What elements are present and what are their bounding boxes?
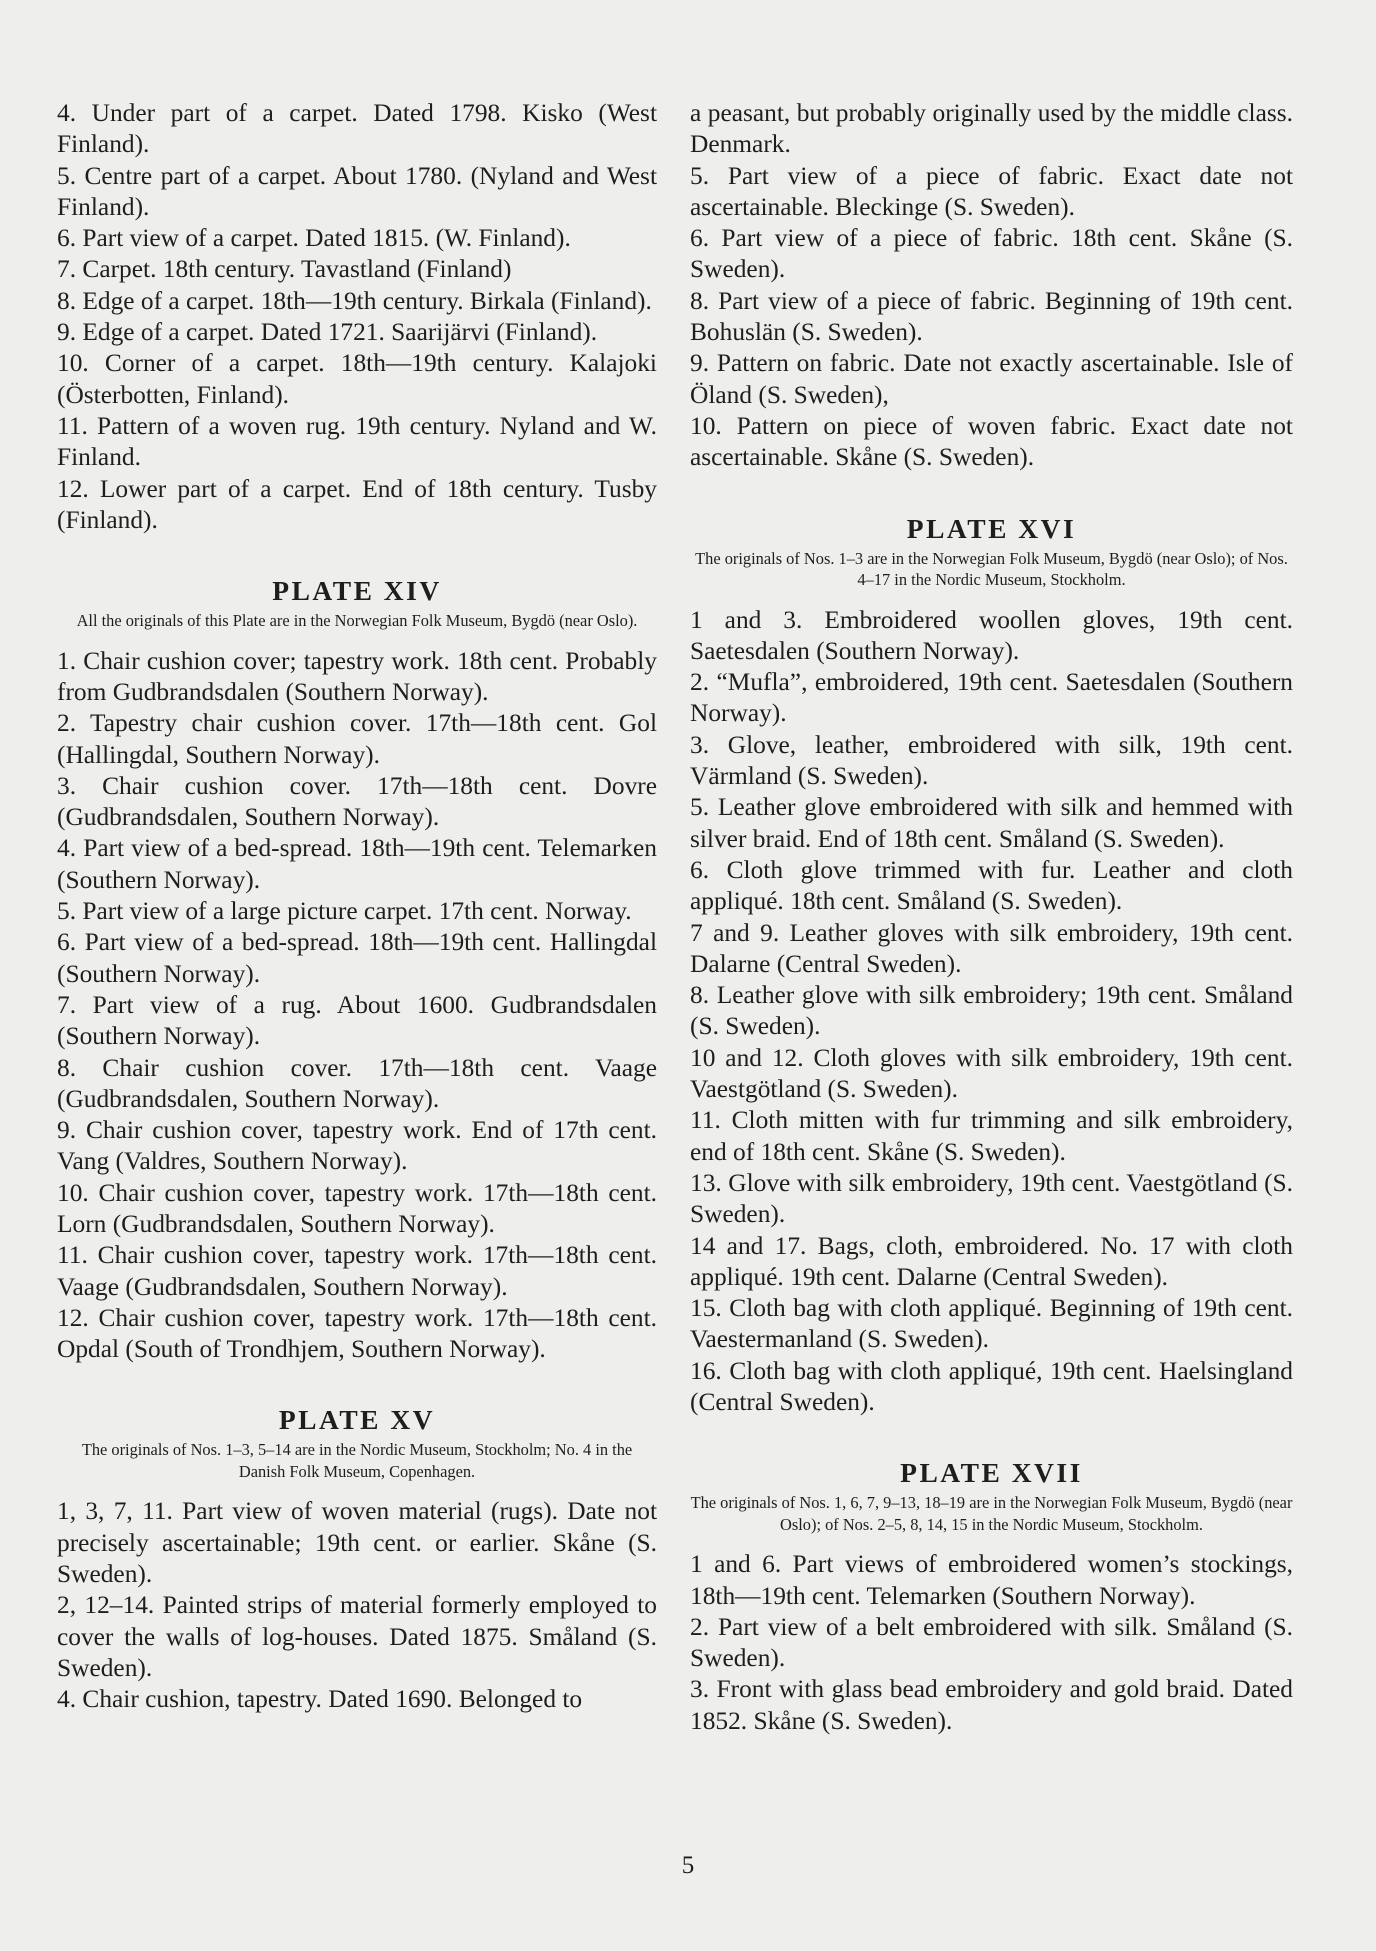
entry: 10 and 12. Cloth gloves with silk embroidery, 19th cent. Vaestgötland (S. Sweden).	[690, 1043, 1293, 1104]
plate-xvii-section	[690, 1456, 1293, 1737]
plate-entries	[690, 1549, 1293, 1737]
entry: 11. Cloth mitten with fur trimming and silk embroidery, end of 18th cent. Skåne (S. Sweden).	[690, 1106, 1293, 1166]
entry: 12. Lower part of a carpet. End of 18th century. Tusby (Finland).	[57, 474, 657, 534]
entry: 6. Part view of a bed-spread. 18th—19th cent. Hallingdal (Southern Norway).	[57, 928, 657, 988]
entry: 8. Leather glove with silk embroidery; 19th cent. Småland (S. Sweden).	[690, 981, 1293, 1041]
entry: 5. Centre part of a carpet. About 1780. (Nyland and West Finland).	[57, 161, 657, 221]
entry: 7. Carpet. 18th century. Tavastland (Finland)	[57, 255, 512, 284]
entry: 5. Leather glove embroidered with silk and hemmed with silver braid. End of 18th cent. Småland (S. Sweden).	[690, 793, 1293, 853]
entry: 9. Chair cushion cover, tapestry work. End of 17th cent. Vang (Valdres, Southern Norway).	[57, 1116, 657, 1176]
entries-top-right	[690, 98, 1293, 474]
entry: 7. Part view of a rug. About 1600. Gudbrandsdalen (Southern Norway).	[57, 990, 657, 1051]
plate-entries	[57, 1496, 657, 1715]
entry: 1, 3, 7, 11. Part view of woven material (rugs). Date not precisely ascertainable; 19th cent. or earlier. Skåne (S. Sweden).	[57, 1497, 657, 1589]
entry: 1. Chair cushion cover; tapestry work. 18th cent. Probably from Gudbrandsdalen (Southern Norway).	[57, 646, 657, 706]
entry: 11. Pattern of a woven rug. 19th century. Nyland and W. Finland.	[57, 411, 657, 472]
entry: 2. Tapestry chair cushion cover. 17th—18th cent. Gol (Hallingdal, Southern Norway).	[57, 709, 657, 769]
entry: 2. Part view of a belt embroidered with silk. Småland (S. Sweden).	[690, 1612, 1293, 1673]
entry: 6. Cloth glove trimmed with fur. Leather and cloth appliqué. 18th cent. Småland (S. Sweden).	[690, 855, 1293, 916]
plate-xiv-section	[57, 574, 657, 1365]
entry: 8. Chair cushion cover. 17th—18th cent. Vaage (Gudbrandsdalen, Southern Norway).	[57, 1053, 657, 1113]
entry: 8. Part view of a piece of fabric. Beginning of 19th cent. Bohuslän (S. Sweden).	[690, 286, 1293, 347]
entry: 9. Pattern on fabric. Date not exactly ascertainable. Isle of Öland (S. Sweden),	[690, 349, 1293, 409]
plate-heading: PLATE XIV	[272, 575, 442, 607]
plate-entries	[690, 605, 1293, 1419]
plate-xvi-section	[690, 512, 1293, 1419]
entry: 16. Cloth bag with cloth appliqué, 19th cent. Haelsingland (Central Sweden).	[690, 1356, 1293, 1416]
entry: a peasant, but probably originally used by the middle class. Denmark.	[690, 99, 1293, 159]
entry: 14 and 17. Bags, cloth, embroidered. No. 17 with cloth appliqué. 19th cent. Dalarne (Central Sweden).	[690, 1231, 1293, 1291]
entry: 10. Pattern on piece of woven fabric. Exact date not ascertainable. Skåne (S. Sweden).	[690, 411, 1293, 472]
plate-entries	[57, 646, 657, 1366]
entry: 4. Chair cushion, tapestry. Dated 1690. Belonged to	[57, 1685, 583, 1714]
entry: 10. Corner of a carpet. 18th—19th century. Kalajoki (Österbotten, Finland).	[57, 349, 657, 409]
entry: 12. Chair cushion cover, tapestry work. 17th—18th cent. Opdal (South of Trondhjem, Southern Norway).	[57, 1303, 657, 1364]
plate-note: The originals of Nos. 1–3, 5–14 are in the Nordic Museum, Stockholm; No. 4 in the Danish Folk Museum, Copenhagen.	[81, 1440, 633, 1481]
entry: 6. Part view of a piece of fabric. 18th cent. Skåne (S. Sweden).	[690, 224, 1293, 284]
entry: 11. Chair cushion cover, tapestry work. 17th—18th cent. Vaage (Gudbrandsdalen, Southern Norway).	[57, 1241, 657, 1301]
plate-xv-section	[57, 1403, 657, 1715]
entry: 5. Part view of a piece of fabric. Exact date not ascertainable. Bleckinge (S. Sweden).	[690, 161, 1293, 221]
plate-note: All the originals of this Plate are in the Norwegian Folk Museum, Bygdö (near Oslo).	[76, 611, 638, 631]
entry: 15. Cloth bag with cloth appliqué. Beginning of 19th cent. Vaestermanland (S. Sweden).	[690, 1294, 1293, 1354]
entry: 3. Glove, leather, embroidered with silk, 19th cent. Värmland (S. Sweden).	[690, 730, 1293, 791]
entry: 9. Edge of a carpet. Dated 1721. Saarijärvi (Finland).	[57, 318, 598, 347]
entry: 5. Part view of a large picture carpet. 17th cent. Norway.	[57, 897, 632, 926]
entry: 1 and 3. Embroidered woollen gloves, 19th cent. Saetesdalen (Southern Norway).	[690, 605, 1293, 665]
left-column	[57, 98, 657, 1716]
entry: 2. “Mufla”, embroidered, 19th cent. Saetesdalen (Southern Norway).	[690, 668, 1293, 728]
entry: 4. Part view of a bed-spread. 18th—19th cent. Telemarken (Southern Norway).	[57, 834, 657, 894]
entry: 6. Part view of a carpet. Dated 1815. (W. Finland).	[57, 224, 571, 253]
entry: 1 and 6. Part views of embroidered women’s stockings, 18th—19th cent. Telemarken (Southern Norway).	[690, 1550, 1293, 1610]
plate-note: The originals of Nos. 1–3 are in the Norwegian Folk Museum, Bygdö (near Oslo); of Nos. 4–17 in the Nordic Museum, Stockholm.	[695, 548, 1288, 590]
entry: 4. Under part of a carpet. Dated 1798. Kisko (West Finland).	[57, 99, 657, 159]
plate-heading: PLATE XV	[278, 1404, 436, 1436]
entry: 3. Front with glass bead embroidery and gold braid. Dated 1852. Skåne (S. Sweden).	[690, 1675, 1293, 1735]
page-number: 5	[681, 1852, 695, 1879]
plate-heading: PLATE XVII	[900, 1457, 1083, 1489]
entry: 2, 12–14. Painted strips of material formerly employed to cover the walls of log-houses. Dated 1875. Småland (S. Sweden).	[57, 1591, 657, 1682]
entries-top-left	[57, 98, 657, 536]
plate-note: The originals of Nos. 1, 6, 7, 9–13, 18–19 are in the Norwegian Folk Museum, Bygdö (near Oslo); of Nos. 2–5, 8, 14, 15 in the Nordic Museum, Stockholm.	[690, 1493, 1293, 1534]
entry: 3. Chair cushion cover. 17th—18th cent. Dovre (Gudbrandsdalen, Southern Norway).	[57, 771, 657, 832]
entry: 10. Chair cushion cover, tapestry work. 17th—18th cent. Lorn (Gudbrandsdalen, Southern Norway).	[57, 1178, 657, 1238]
entry: 13. Glove with silk embroidery, 19th cent. Vaestgötland (S. Sweden).	[690, 1168, 1293, 1229]
entry: 7 and 9. Leather gloves with silk embroidery, 19th cent. Dalarne (Central Sweden).	[690, 918, 1293, 978]
entry: 8. Edge of a carpet. 18th—19th century. Birkala (Finland).	[57, 286, 652, 315]
right-column	[690, 98, 1293, 1737]
plate-heading: PLATE XVI	[906, 512, 1077, 544]
